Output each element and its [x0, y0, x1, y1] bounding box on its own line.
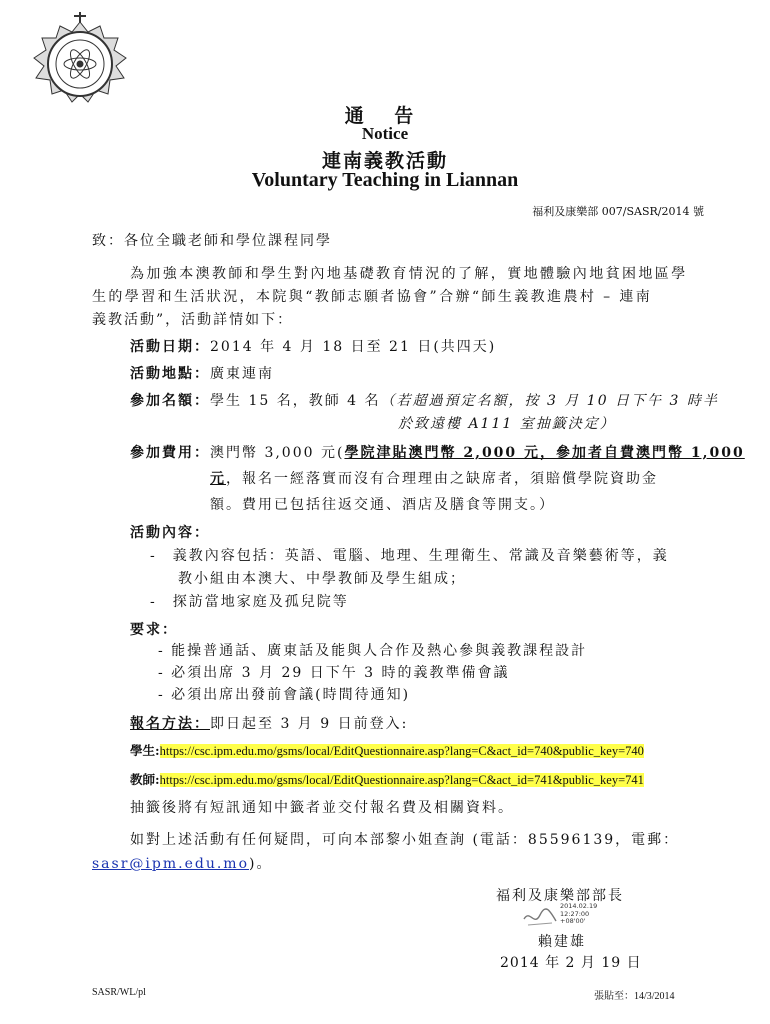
requirement-item-2: - 必須出席 3 月 29 日下午 3 時的義教準備會議	[158, 665, 510, 681]
registration-row	[130, 713, 408, 736]
requirement-item-1: - 能操普通話、廣東話及能與人合作及熱心參與義教課程設計	[158, 643, 588, 659]
registration-label: 報名方法：	[130, 716, 210, 732]
quota-row	[130, 390, 719, 413]
fee-subsidy: 學院津貼澳門幣 2,000 元，參加者自費澳門幣 1,000	[344, 445, 745, 461]
fee-row	[130, 442, 745, 465]
intro-line-2: 生的學習和生活狀況，本院與“教師志願者協會”合辦“師生義教進農村 – 連南	[92, 289, 653, 305]
requirements-label: 要求：	[130, 622, 178, 638]
location-value: 廣東連南	[210, 366, 274, 382]
subtitle-chinese: 連南義教活動	[321, 150, 448, 172]
content-item-2: - 探訪當地家庭及孤兒院等	[150, 594, 349, 610]
signatory-title: 福利及康樂部部長	[496, 888, 624, 904]
addressee: 致：各位全職老師和學位課程同學	[92, 233, 332, 249]
institute-seal-logo	[28, 10, 132, 114]
date-row	[130, 336, 496, 359]
location-label: 活動地點：	[130, 366, 210, 382]
reference-number: 福利及康樂部 007/SASR/2014 號	[532, 205, 704, 218]
stamp-date: 2014.02.19	[560, 902, 598, 910]
teacher-link-row	[130, 770, 644, 788]
date-label: 活動日期：	[130, 339, 210, 355]
content-item-1-cont: 教小組由本澳大、中學教師及學生組成；	[178, 571, 466, 587]
subtitle-english: Voluntary Teaching in Liannan	[251, 169, 519, 191]
title-chinese: 通 告	[344, 105, 426, 127]
lottery-note: 抽籤後將有短訊通知中籤者並交付報名費及相關資料。	[130, 800, 514, 816]
content-label: 活動內容：	[130, 525, 210, 541]
fee-label: 參加費用：	[130, 445, 210, 461]
digital-signature-stamp	[518, 903, 638, 933]
fee-subsidy-end: 元	[210, 471, 226, 487]
title-english: Notice	[361, 124, 409, 143]
fee-value: 澳門幣 3,000 元(	[210, 445, 345, 461]
student-label: 學生:	[130, 743, 160, 758]
contact-email-row	[92, 853, 272, 876]
quota-note: （若超過預定名額，按 3 月 10 日下午 3 時半	[380, 393, 719, 409]
student-link-row	[130, 741, 644, 759]
signature-date: 2014 年 2 月 19 日	[500, 955, 642, 971]
date-value: 2014 年 4 月 18 日至 21 日(共四天)	[210, 339, 497, 355]
stamp-time: 12:27:00	[560, 909, 590, 918]
contact-end: )。	[249, 856, 273, 872]
location-row	[130, 363, 274, 386]
content-item-1: - 義教內容包括：英語、電腦、地理、生理衛生、常識及音樂藝術等，義	[150, 548, 669, 564]
footer-reference: SASR/WL/pl	[92, 987, 146, 998]
registration-text: 即日起至 3 月 9 日前登入:	[210, 716, 409, 732]
teacher-registration-link[interactable]: https://csc.ipm.edu.mo/gsms/local/EditQuestionnaire.asp?lang=C&act_id=741&public_key=741	[159, 773, 644, 787]
contact-line: 如對上述活動有任何疑問，可向本部黎小姐查詢 (電話：85596139，電郵：	[130, 832, 680, 848]
footer-posting-date: 張貼至：14/3/2014	[594, 991, 675, 1002]
fee-absence-note: ，報名一經落實而沒有合理理由之缺席者，須賠償學院資助金	[226, 471, 658, 487]
fee-row-2	[210, 468, 658, 491]
contact-email-link[interactable]: sasr@ipm.edu.mo	[92, 856, 249, 872]
intro-line-3: 義教活動”，活動詳情如下：	[92, 312, 294, 328]
fee-row-3: 額。費用已包括往返交通、酒店及膳食等開支。）	[210, 497, 555, 513]
quota-value: 學生 15 名，教師 4 名	[210, 393, 381, 409]
requirement-item-3: - 必須出席出發前會議(時間待通知)	[158, 687, 411, 703]
quota-label: 參加名額：	[130, 393, 210, 409]
handwritten-signature-icon	[522, 905, 558, 931]
intro-line-1: 為加強本澳教師和學生對內地基礎教育情況的了解，實地體驗內地貧困地區學	[130, 266, 688, 282]
teacher-label: 教師:	[130, 772, 160, 787]
signatory-name: 賴建雄	[538, 934, 586, 950]
student-registration-link[interactable]: https://csc.ipm.edu.mo/gsms/local/EditQuestionnaire.asp?lang=C&act_id=740&public_key=740	[159, 744, 644, 758]
stamp-timezone: +08'00'	[560, 917, 586, 925]
quota-note-cont: 於致遠樓 A111 室抽籤決定）	[398, 416, 616, 432]
